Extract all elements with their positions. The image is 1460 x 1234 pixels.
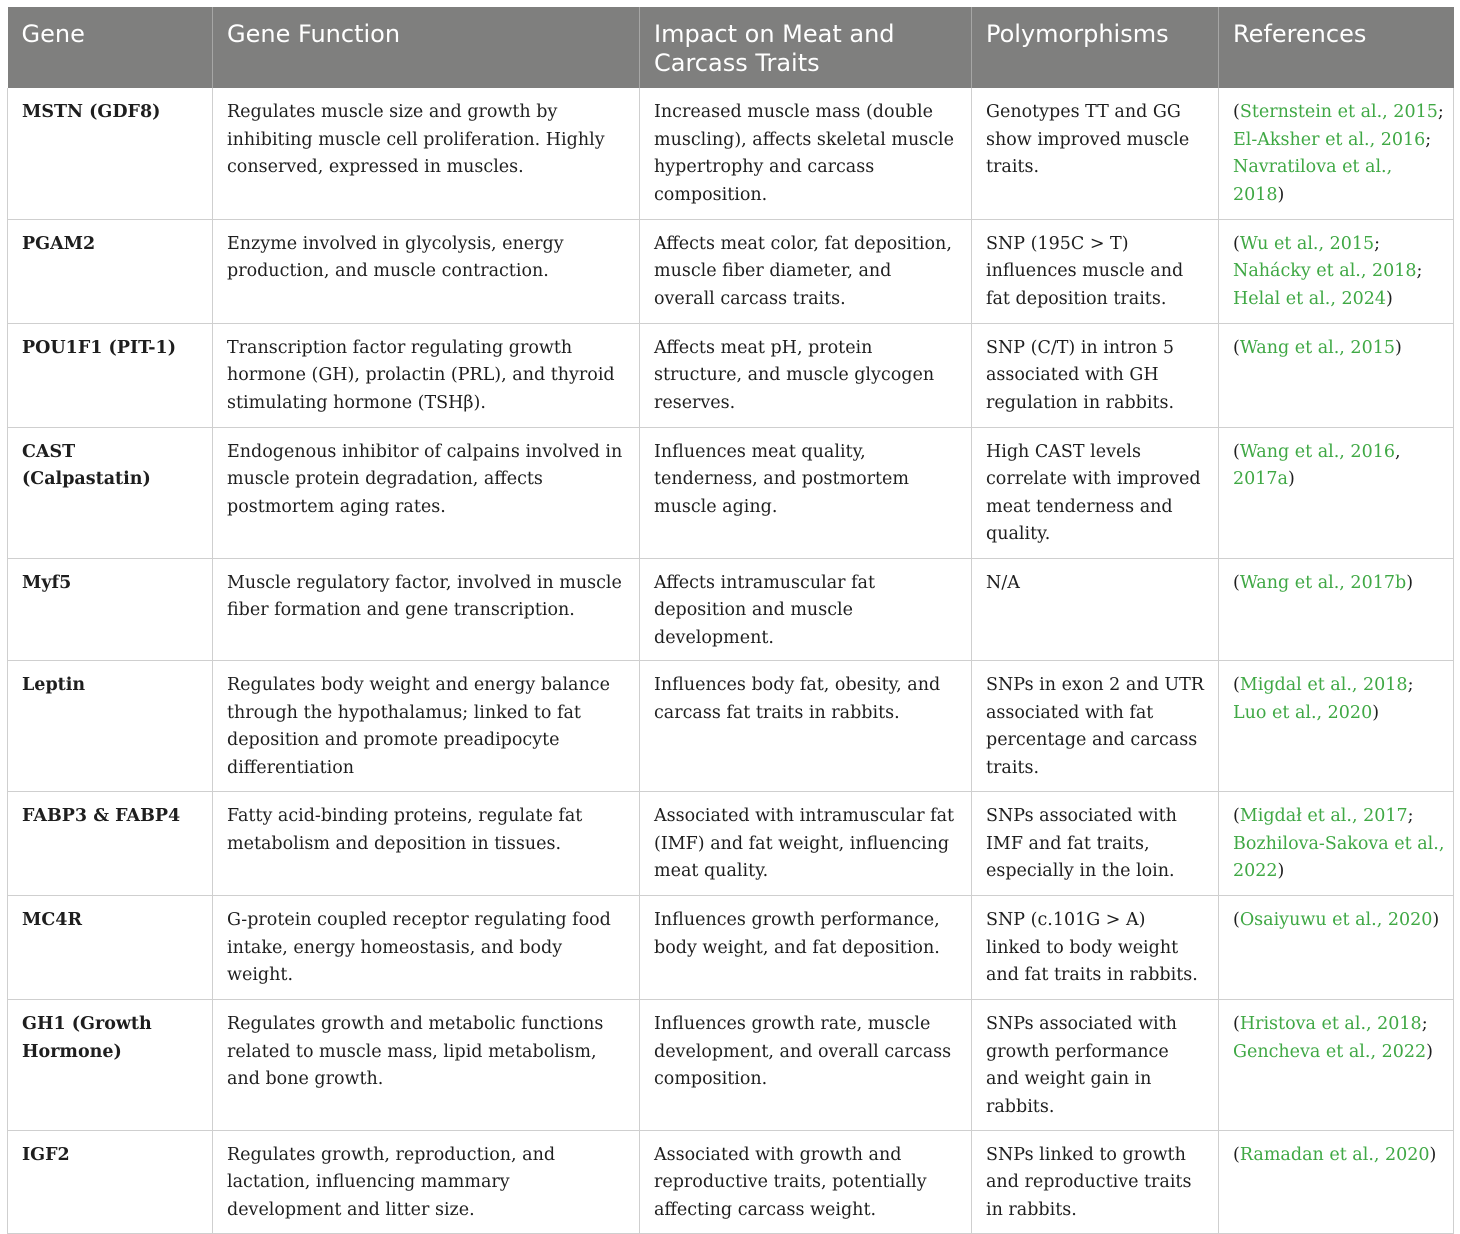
references-cell	[1219, 661, 1454, 792]
reference-link[interactable]: El-Aksher et al., 2016	[1233, 129, 1426, 150]
reference-punctuation: ;	[1374, 233, 1381, 254]
reference-punctuation: ;	[1425, 129, 1432, 150]
header-polymorphisms: Polymorphisms	[972, 7, 1219, 88]
reference-punctuation: )	[1386, 288, 1393, 309]
reference-link[interactable]: Wu et al., 2015	[1239, 233, 1375, 254]
polymorphisms-cell: High CAST levels correlate with improved meat tenderness and quality.	[972, 427, 1219, 558]
polymorphisms-cell: SNP (C/T) in intron 5 associated with GH regulation in rabbits.	[972, 323, 1219, 427]
reference-link[interactable]: Bozhilova-Sakova et al., 2022	[1233, 833, 1445, 882]
function-cell: Endogenous inhibitor of calpains involved in muscle protein degradation, affects postmortem aging rates.	[213, 427, 640, 558]
polymorphisms-cell: SNPs associated with IMF and fat traits, especially in the loin.	[972, 792, 1219, 896]
impact-cell: Increased muscle mass (double muscling), affects skeletal muscle hypertrophy and carcass composition.	[640, 88, 972, 219]
impact-cell: Affects intramuscular fat deposition and muscle development.	[640, 558, 972, 661]
table-row	[8, 88, 1454, 219]
header-gene: Gene	[8, 7, 213, 88]
reference-punctuation: ;	[1416, 261, 1423, 282]
gene-cell: POU1F1 (PIT-1)	[8, 323, 213, 427]
impact-cell: Influences growth rate, muscle development, and overall carcass composition.	[640, 1000, 972, 1130]
reference-punctuation: )	[1394, 337, 1402, 358]
polymorphisms-cell: N/A	[972, 558, 1219, 661]
reference-punctuation: (	[1233, 910, 1240, 931]
reference-punctuation: (	[1233, 233, 1240, 254]
reference-punctuation: )	[1277, 184, 1285, 205]
table-row	[8, 558, 1454, 661]
gene-cell: MSTN (GDF8)	[8, 88, 213, 219]
references-cell	[1219, 323, 1454, 427]
reference-punctuation: )	[1287, 469, 1295, 490]
table-row	[8, 661, 1454, 792]
reference-punctuation: (	[1233, 675, 1240, 696]
reference-punctuation: )	[1429, 1144, 1437, 1165]
table-row	[8, 219, 1454, 323]
table-body	[8, 88, 1454, 1233]
reference-punctuation: (	[1233, 1144, 1240, 1165]
reference-link[interactable]: Navratilova et al., 2018	[1233, 157, 1393, 205]
impact-cell: Associated with intramuscular fat (IMF) and fat weight, influencing meat quality.	[640, 792, 972, 896]
table-row	[8, 323, 1454, 427]
references-cell	[1219, 88, 1454, 219]
reference-punctuation: )	[1277, 861, 1285, 882]
impact-cell: Affects meat color, fat deposition, muscle fiber diameter, and overall carcass traits.	[640, 219, 972, 323]
reference-punctuation: ,	[1394, 441, 1401, 462]
references-cell	[1219, 219, 1454, 323]
table-row	[8, 1130, 1454, 1233]
reference-punctuation: (	[1233, 806, 1240, 827]
references-cell	[1219, 1130, 1454, 1233]
reference-punctuation: ;	[1407, 806, 1414, 827]
reference-punctuation: )	[1372, 702, 1380, 723]
reference-punctuation: ;	[1437, 102, 1444, 122]
reference-link[interactable]: Hristova et al., 2018	[1239, 1014, 1422, 1035]
reference-link[interactable]: Ramadan et al., 2020	[1239, 1144, 1430, 1165]
polymorphisms-cell: Genotypes TT and GG show improved muscle traits.	[972, 88, 1219, 219]
header-row	[8, 7, 1454, 88]
reference-link[interactable]: 2017a	[1233, 469, 1288, 490]
reference-punctuation: (	[1233, 102, 1240, 122]
reference-link[interactable]: Wang et al., 2017b	[1239, 572, 1407, 593]
reference-link[interactable]: Helal et al., 2024	[1233, 288, 1387, 309]
polymorphisms-cell: SNPs in exon 2 and UTR associated with fat percentage and carcass traits.	[972, 661, 1219, 792]
polymorphisms-cell: SNPs linked to growth and reproductive traits in rabbits.	[972, 1130, 1219, 1233]
table-header	[8, 7, 1454, 88]
reference-punctuation: (	[1233, 572, 1240, 593]
reference-link[interactable]: Wang et al., 2016	[1239, 441, 1395, 462]
reference-link[interactable]: Osaiyuwu et al., 2020	[1239, 910, 1433, 931]
reference-link[interactable]: Sternstein et al., 2015	[1239, 102, 1438, 122]
polymorphisms-cell: SNP (195C > T) influences muscle and fat deposition traits.	[972, 219, 1219, 323]
reference-punctuation: )	[1426, 1041, 1433, 1062]
references-cell	[1219, 558, 1454, 661]
references-cell	[1219, 1000, 1454, 1130]
reference-punctuation: )	[1432, 910, 1440, 931]
gene-cell: PGAM2	[8, 219, 213, 323]
function-cell: Regulates growth and metabolic functions related to muscle mass, lipid metabolism, and bone growth.	[213, 1000, 640, 1130]
function-cell: Regulates muscle size and growth by inhibiting muscle cell proliferation. Highly conserved, expressed in muscles.	[213, 88, 640, 219]
gene-cell: GH1 (Growth Hormone)	[8, 1000, 213, 1130]
reference-link[interactable]: Wang et al., 2015	[1239, 337, 1395, 358]
table-row	[8, 427, 1454, 558]
gene-cell: IGF2	[8, 1130, 213, 1233]
table-row	[8, 1000, 1454, 1130]
gene-cell: Myf5	[8, 558, 213, 661]
gene-table	[7, 7, 1454, 1234]
reference-punctuation: )	[1406, 572, 1414, 593]
function-cell: Regulates growth, reproduction, and lactation, influencing mammary development and litter size.	[213, 1130, 640, 1233]
gene-cell: FABP3 & FABP4	[8, 792, 213, 896]
gene-cell: Leptin	[8, 661, 213, 792]
impact-cell: Associated with growth and reproductive traits, potentially affecting carcass weight.	[640, 1130, 972, 1233]
function-cell: Regulates body weight and energy balance through the hypothalamus; linked to fat deposition and promote preadipocyte differentiation	[213, 661, 640, 792]
function-cell: Muscle regulatory factor, involved in muscle fiber formation and gene transcription.	[213, 558, 640, 661]
impact-cell: Influences meat quality, tenderness, and postmortem muscle aging.	[640, 427, 972, 558]
impact-cell: Affects meat pH, protein structure, and muscle glycogen reserves.	[640, 323, 972, 427]
function-cell: Enzyme involved in glycolysis, energy production, and muscle contraction.	[213, 219, 640, 323]
references-cell	[1219, 792, 1454, 896]
impact-cell: Influences growth performance, body weight, and fat deposition.	[640, 896, 972, 1000]
reference-link[interactable]: Gencheva et al., 2022	[1233, 1041, 1427, 1062]
references-cell	[1219, 896, 1454, 1000]
polymorphisms-cell: SNP (c.101G > A) linked to body weight and fat traits in rabbits.	[972, 896, 1219, 1000]
reference-link[interactable]: Migdal et al., 2018	[1239, 675, 1408, 696]
table-row	[8, 792, 1454, 896]
function-cell: G-protein coupled receptor regulating food intake, energy homeostasis, and body weight.	[213, 896, 640, 1000]
gene-cell: CAST (Calpastatin)	[8, 427, 213, 558]
reference-punctuation: ;	[1407, 675, 1414, 696]
header-impact: Impact on Meat and Carcass Traits	[640, 7, 972, 88]
header-references: References	[1219, 7, 1454, 88]
reference-link[interactable]: Migdał et al., 2017	[1239, 806, 1408, 827]
header-gene-function: Gene Function	[213, 7, 640, 88]
reference-punctuation: (	[1233, 441, 1240, 462]
reference-link[interactable]: Nahácky et al., 2018	[1233, 261, 1417, 282]
reference-link[interactable]: Luo et al., 2020	[1233, 702, 1373, 723]
function-cell: Fatty acid-binding proteins, regulate fat metabolism and deposition in tissues.	[213, 792, 640, 896]
function-cell: Transcription factor regulating growth hormone (GH), prolactin (PRL), and thyroid stimulating hormone (TSHβ).	[213, 323, 640, 427]
reference-punctuation: (	[1233, 1014, 1240, 1035]
impact-cell: Influences body fat, obesity, and carcass fat traits in rabbits.	[640, 661, 972, 792]
table-row	[8, 896, 1454, 1000]
gene-cell: MC4R	[8, 896, 213, 1000]
reference-punctuation: ;	[1421, 1014, 1428, 1035]
references-cell	[1219, 427, 1454, 558]
polymorphisms-cell: SNPs associated with growth performance and weight gain in rabbits.	[972, 1000, 1219, 1130]
reference-punctuation: (	[1233, 337, 1240, 358]
